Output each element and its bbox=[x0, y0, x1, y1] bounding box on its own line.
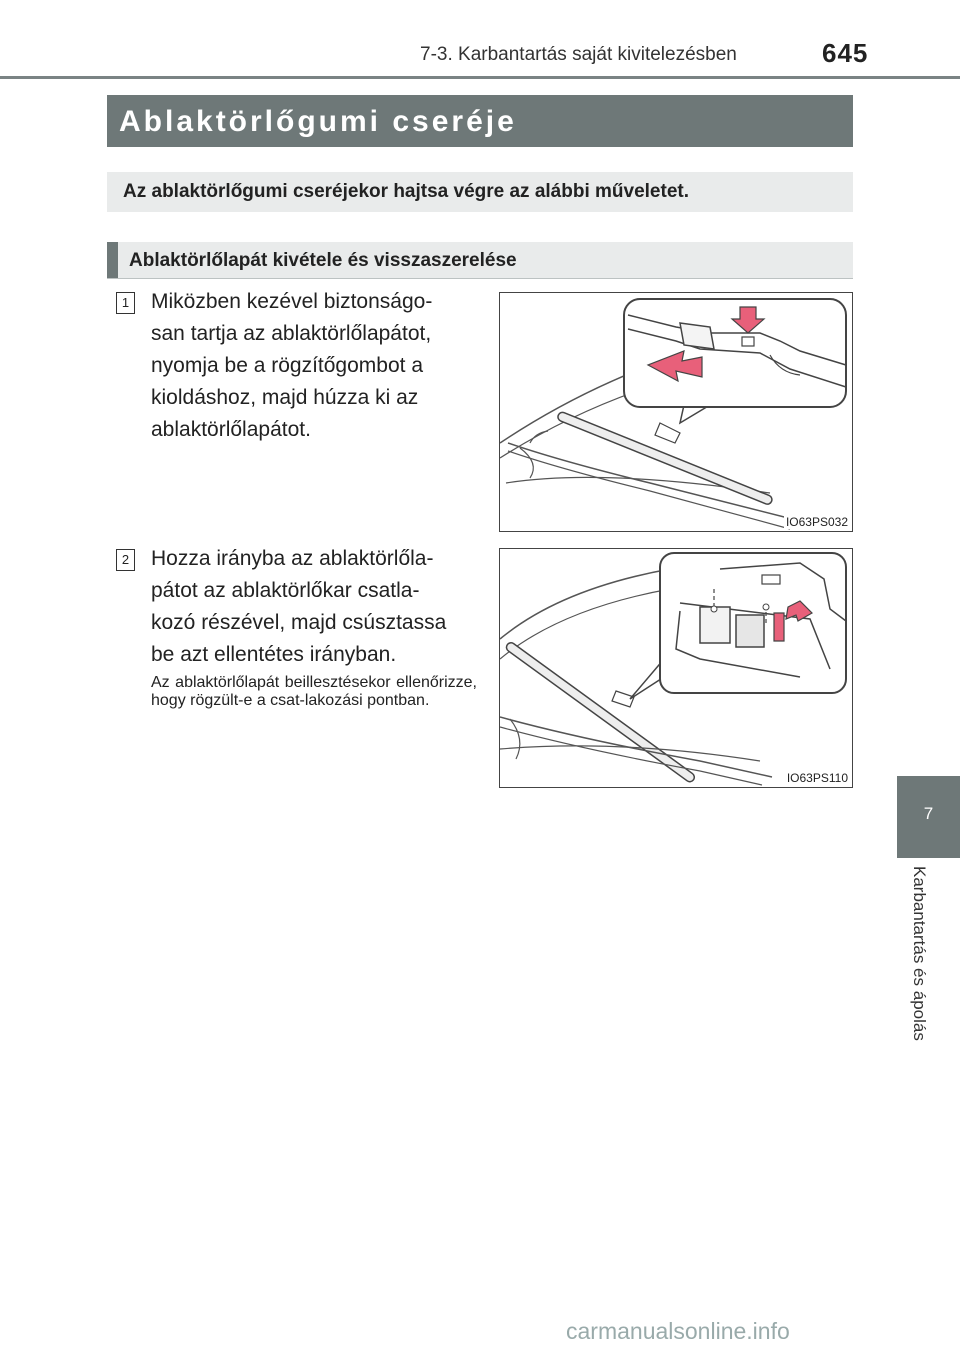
section-title: Ablaktörlőgumi cseréje bbox=[119, 105, 517, 138]
step-2-line: be azt ellentétes irányban. bbox=[151, 643, 397, 666]
subsection-heading: Ablaktörlőlapát kivétele és visszaszerelése bbox=[129, 250, 517, 271]
step-1-text bbox=[151, 286, 481, 446]
step-2-line: kozó részével, majd csúsztassa bbox=[151, 611, 447, 634]
header-divider bbox=[0, 76, 960, 79]
step-2-line: Hozza irányba az ablaktörlőla- bbox=[151, 547, 434, 570]
wiper-blade-release-illustration bbox=[500, 293, 852, 531]
subsection-accent bbox=[107, 242, 118, 278]
step-1-line: kioldáshoz, majd húzza ki az bbox=[151, 386, 419, 409]
step-2-figure-code: IO63PS110 bbox=[786, 771, 848, 785]
watermark: carmanualsonline.info bbox=[566, 1318, 790, 1344]
step-1-line: ablaktörlőlapátot. bbox=[151, 418, 311, 441]
step-1-line: san tartja az ablaktörlőlapátot, bbox=[151, 322, 432, 345]
step-1-number: 1 bbox=[116, 292, 135, 314]
page-number: 645 bbox=[822, 38, 869, 68]
step-1-figure bbox=[499, 292, 853, 532]
header-section-title: 7-3. Karbantartás saját kivitelezésben bbox=[420, 44, 737, 65]
intro-text: Az ablaktörlőgumi cseréjekor hajtsa végre az alábbi műveletet. bbox=[123, 181, 689, 202]
step-1-line: nyomja be a rögzítőgombot a bbox=[151, 354, 423, 377]
intro-box bbox=[107, 172, 853, 212]
chapter-tab bbox=[897, 776, 960, 858]
step-2-line: pátot az ablaktörlőkar csatla- bbox=[151, 579, 420, 602]
step-2-number: 2 bbox=[116, 549, 135, 571]
subsection-heading-bar bbox=[107, 242, 853, 279]
chapter-label: Karbantartás és ápolás bbox=[910, 866, 929, 1041]
step-2-text bbox=[151, 543, 481, 671]
chapter-number: 7 bbox=[923, 804, 934, 823]
section-title-bar bbox=[107, 95, 853, 147]
step-1-line: Miközben kezével biztonságo- bbox=[151, 290, 433, 313]
step-1-figure-code: IO63PS032 bbox=[785, 515, 848, 529]
step-2-figure bbox=[499, 548, 853, 788]
chapter-label-vertical bbox=[895, 862, 935, 1087]
wiper-blade-insert-illustration bbox=[500, 549, 852, 787]
step-2-note: Az ablaktörlőlapát beillesztésekor ellenőrizze, hogy rögzült-e a csat-lakozási pontban. bbox=[151, 674, 477, 709]
